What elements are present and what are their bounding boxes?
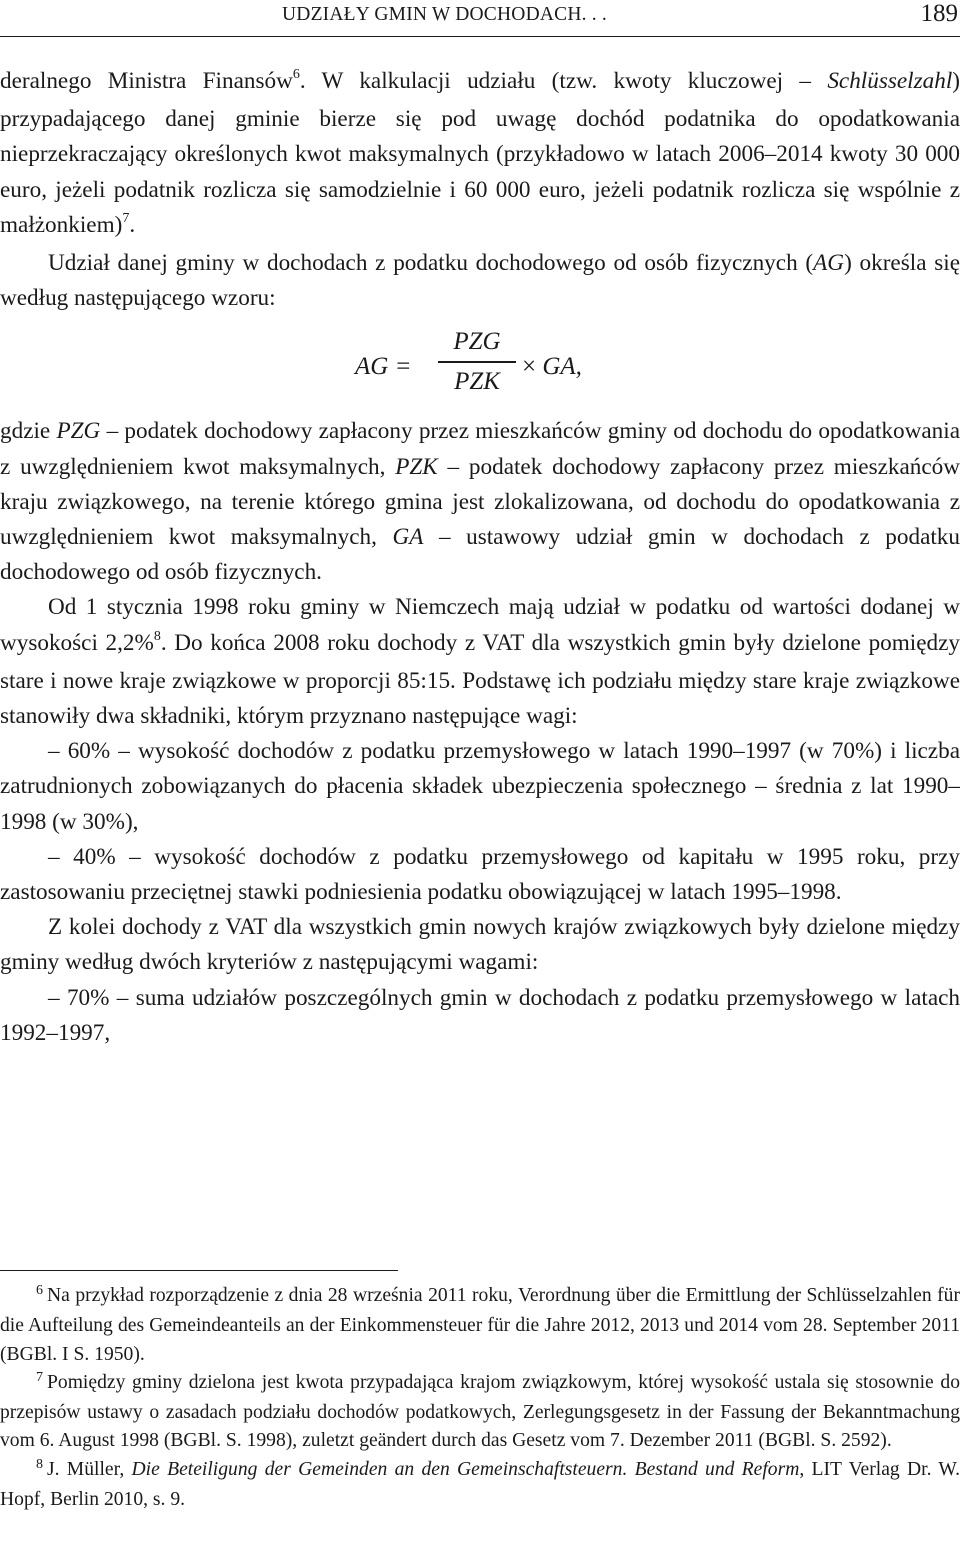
footnotes bbox=[0, 1282, 960, 1514]
footnote-text: Na przykład rozporządzenie z dnia 28 września 2011 roku, Verordnung über die Ermittlung der Schlüsselzahlen für die Aufteilung des Gemeindeanteils an der Einkommensteuer für die Jahre 2012, 2013 und 2014 vom 28. September 2011 (BGBl. I S. 1950). bbox=[0, 1285, 960, 1365]
text-run: deralnego Ministra Finansów bbox=[0, 68, 293, 94]
paragraph-4 bbox=[0, 590, 960, 734]
italic-term: Schlüsselzahl bbox=[827, 68, 953, 94]
text-run: ) określa się według następującego wzoru: bbox=[0, 250, 960, 312]
paragraph-7: Z kolei dochody z VAT dla wszystkich gmin nowych krajów związkowych były dzielone między gminy według dwóch kryteriów z następującymi wagami: bbox=[0, 914, 960, 976]
book-title: Die Beteiligung der Gemeinden an den Gemeinschaftsteuern. Bestand und Reform bbox=[131, 1458, 800, 1480]
footnote-7 bbox=[0, 1369, 960, 1456]
italic-term: GA bbox=[392, 524, 424, 551]
paragraph-2 bbox=[0, 246, 960, 316]
main-text bbox=[0, 64, 960, 1051]
page-header bbox=[0, 0, 960, 36]
text-run: Od 1 stycznia 1998 roku gminy w Niemczech mają udział w podatku od wartości dodanej w wysokości 2,2% bbox=[0, 594, 960, 656]
formula-numerator: PZG bbox=[453, 328, 501, 356]
footnote-text: J. Müller, bbox=[47, 1458, 132, 1480]
footnote-mark: 8 bbox=[36, 1456, 43, 1472]
list-item-60: – 60% – wysokość dochodów z podatku przemysłowego w latach 1990–1997 (w 70%) i liczba zatrudnionych zobowiązanych do płacenia składek ubezpieczenia społecznego – średnia z lat 1990–1998 (w 30%), bbox=[0, 738, 960, 835]
fraction-bar bbox=[438, 361, 516, 362]
footnote-text: , LIT Verlag Dr. W. Hopf, Berlin 2010, s. 9. bbox=[0, 1458, 960, 1511]
text-run: . W kalkulacji udziału (tzw. kwoty kluczowej – bbox=[299, 68, 828, 94]
footnote-ref-8: 8 bbox=[153, 628, 161, 644]
text-run: ) przypadającego danej gminie bierze się pod uwagę dochód podatnika do opodatkowania nieprzekraczający określonych kwot maksymalnych (przykładowo w latach 2006–2014 kwoty 30 000 euro, jeżeli podatnik rozlicza się samodzielnie i 60 000 euro, jeżeli podatnik rozlicza się wspólnie z małżonkiem) bbox=[0, 68, 960, 238]
formula-lhs: AG = bbox=[355, 353, 412, 381]
formula bbox=[0, 325, 960, 411]
footnote-ref-7: 7 bbox=[122, 210, 130, 226]
list-item-70: – 70% – suma udziałów poszczególnych gmin w dochodach z podatku przemysłowego w latach 1992–1997, bbox=[0, 984, 960, 1046]
text-run: – ustawowy udział gmin w dochodach z podatku dochodowego od osób fizycznych. bbox=[0, 524, 960, 586]
italic-term: PZG bbox=[56, 418, 101, 445]
footnote-rule bbox=[0, 1270, 398, 1271]
footnote-ref-6: 6 bbox=[292, 67, 300, 82]
formula-rhs-term: GA, bbox=[542, 353, 582, 381]
italic-term: PZK bbox=[395, 453, 438, 480]
italic-term: AG bbox=[813, 250, 845, 277]
times-sign: × bbox=[522, 353, 537, 381]
running-title: UDZIAŁY GMIN W DOCHODACH. . . bbox=[282, 4, 608, 25]
header-rule bbox=[0, 36, 960, 37]
paragraph-3 bbox=[0, 414, 960, 590]
paragraph-1 bbox=[0, 64, 960, 246]
formula-denominator: PZK bbox=[454, 367, 500, 395]
footnote-text: Pomiędzy gminy dzielona jest kwota przypadająca krajom związkowym, której wysokość ustala się stosownie do przepisów ustawy o zasadach podziału dochodów podatkowych, Zerlegungsgesetz in der Fassung der Bekanntmachung vom 6. August 1998 (BGBl. S. 1998), zuletzt geändert durch das Gesetz vom 7. Dezember 2011 (BGBl. S. 2592). bbox=[0, 1371, 960, 1452]
text-run: – podatek dochodowy zapłacony przez mieszkańców kraju związkowego, na terenie którego gmina jest zlokalizowana, od dochodu do opodatkowania z uwzględnieniem kwot maksymalnych, bbox=[0, 453, 960, 551]
text-run: . Do końca 2008 roku dochody z VAT dla wszystkich gmin były dzielone pomiędzy stare i nowe kraje związkowe w proporcji 85:15. Podstawę ich podziału między stare kraje związkowe stanowiły dwa składniki, którym przyznano następujące wagi: bbox=[0, 629, 960, 730]
text-run: gdzie bbox=[0, 418, 57, 445]
formula-fraction bbox=[438, 325, 516, 398]
footnote-mark: 6 bbox=[36, 1283, 43, 1298]
footnote-8 bbox=[0, 1456, 960, 1515]
footnote-6 bbox=[0, 1282, 960, 1369]
formula-rhs bbox=[522, 349, 582, 384]
page-number: 189 bbox=[920, 0, 958, 27]
text-run: Udział danej gminy w dochodach z podatku dochodowego od osób fizycznych ( bbox=[48, 250, 814, 277]
text-run: . bbox=[129, 211, 136, 238]
footnote-mark: 7 bbox=[36, 1369, 43, 1385]
text-run: – podatek dochodowy zapłacony przez mieszkańców gminy od dochodu do opodatkowania z uwzględnieniem kwot maksymalnych, bbox=[0, 418, 960, 480]
list-item-40: – 40% – wysokość dochodów z podatku przemysłowego od kapitału w 1995 roku, przy zastosowaniu przeciętnej stawki podniesienia podatku obowiązującej w latach 1995–1998. bbox=[0, 843, 960, 906]
